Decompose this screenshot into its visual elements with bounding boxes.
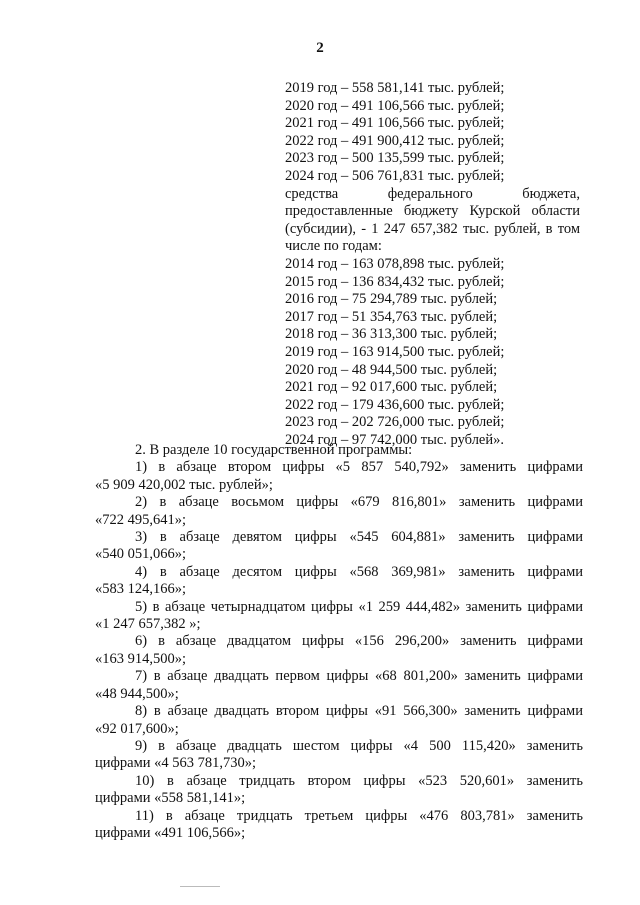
year-line: 2015 год – 136 834,432 тыс. рублей;: [285, 273, 505, 290]
amendment-item: [95, 494, 583, 529]
amendment-item: [95, 633, 583, 668]
footer-scan-mark: [180, 886, 220, 893]
year-line: 2017 год – 51 354,763 тыс. рублей;: [285, 308, 498, 325]
year-line: 2016 год – 75 294,789 тыс. рублей;: [285, 291, 498, 308]
amendment-item: [95, 773, 583, 808]
year-line: 2021 год – 491 106,566 тыс. рублей;: [285, 115, 505, 132]
amendment-item: [95, 738, 583, 773]
amendment-item: [95, 599, 583, 634]
amendment-text: 4) в абзаце десятом цифры «568 369,981» заменить цифрами: [135, 563, 583, 580]
funding-continuation-block: [285, 80, 580, 449]
year-line: 2019 год – 163 914,500 тыс. рублей;: [285, 343, 505, 360]
federal-funds-line: средства федерального бюджета,: [285, 185, 580, 202]
amendment-item: [95, 564, 583, 599]
year-line: 2020 год – 491 106,566 тыс. рублей;: [285, 97, 505, 114]
year-line: 2024 год – 97 742,000 тыс. рублей».: [285, 431, 505, 448]
amendment-continuation: «540 051,066»;: [95, 546, 187, 563]
amendment-text: 11) в абзаце тридцать третьем цифры «476 803,781» заменить: [135, 807, 583, 824]
section-heading: 2. В разделе 10 государственной программы:: [135, 442, 413, 458]
amendment-item: [95, 808, 583, 843]
amendment-continuation: «583 124,166»;: [95, 581, 187, 598]
amendments-section: [95, 442, 583, 842]
year-line: 2018 год – 36 313,300 тыс. рублей;: [285, 326, 498, 343]
amendment-continuation: цифрами «558 581,141»;: [95, 790, 246, 807]
federal-funds-line: (субсидии), - 1 247 657,382 тыс. рублей, в том: [285, 220, 580, 237]
amendment-text: 5) в абзаце четырнадцатом цифры «1 259 444,482» заменить цифрами: [135, 598, 583, 615]
amendment-continuation: «5 909 420,002 тыс. рублей»;: [95, 476, 273, 493]
amendment-item: [95, 459, 583, 494]
year-line: 2014 год – 163 078,898 тыс. рублей;: [285, 255, 505, 272]
amendment-continuation: цифрами «4 563 781,730»;: [95, 755, 257, 772]
year-line: 2022 год – 491 900,412 тыс. рублей;: [285, 132, 505, 149]
year-line: 2024 год – 506 761,831 тыс. рублей;: [285, 167, 505, 184]
amendment-item: [95, 529, 583, 564]
amendment-text: 7) в абзаце двадцать первом цифры «68 801,200» заменить цифрами: [135, 668, 583, 685]
year-line: 2022 год – 179 436,600 тыс. рублей;: [285, 396, 505, 413]
amendment-text: 8) в абзаце двадцать втором цифры «91 566,300» заменить цифрами: [135, 703, 583, 720]
amendment-text: 10) в абзаце тридцать втором цифры «523 520,601» заменить: [135, 772, 583, 789]
amendment-item: [95, 703, 583, 738]
page-number: 2: [316, 40, 324, 56]
amendment-text: 6) в абзаце двадцатом цифры «156 296,200» заменить цифрами: [135, 633, 583, 650]
amendment-continuation: «48 944,500»;: [95, 685, 179, 702]
amendment-continuation: «92 017,600»;: [95, 720, 179, 737]
amendment-continuation: цифрами «491 106,566»;: [95, 824, 246, 841]
amendment-continuation: «1 247 657,382 »;: [95, 616, 201, 633]
year-line: 2020 год – 48 944,500 тыс. рублей;: [285, 361, 498, 378]
amendment-text: 1) в абзаце втором цифры «5 857 540,792» заменить цифрами: [135, 459, 583, 476]
amendment-continuation: «163 914,500»;: [95, 650, 187, 667]
year-line: 2023 год – 500 135,599 тыс. рублей;: [285, 150, 505, 167]
amendment-text: 3) в абзаце девятом цифры «545 604,881» заменить цифрами: [135, 529, 583, 546]
amendment-text: 2) в абзаце восьмом цифры «679 816,801» заменить цифрами: [135, 494, 583, 511]
federal-funds-line: числе по годам:: [285, 238, 382, 255]
amendment-item: [95, 668, 583, 703]
year-line: 2019 год – 558 581,141 тыс. рублей;: [285, 80, 505, 96]
year-line: 2021 год – 92 017,600 тыс. рублей;: [285, 379, 498, 396]
amendment-continuation: «722 495,641»;: [95, 511, 187, 528]
federal-funds-line: предоставленные бюджету Курской области: [285, 203, 580, 220]
amendment-text: 9) в абзаце двадцать шестом цифры «4 500 115,420» заменить: [135, 737, 583, 754]
year-line: 2023 год – 202 726,000 тыс. рублей;: [285, 414, 505, 431]
